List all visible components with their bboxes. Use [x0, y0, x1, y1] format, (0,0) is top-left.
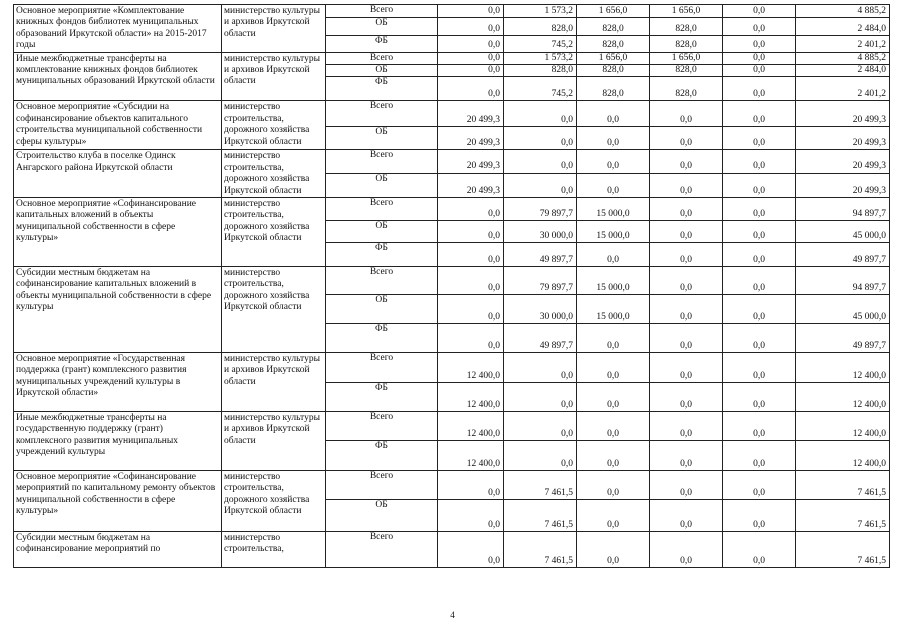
amount-cell: 49 897,7 [796, 242, 890, 266]
amount-cell: 0,0 [723, 499, 796, 531]
amount-cell: 1 573,2 [504, 5, 577, 18]
amount-cell: 15 000,0 [577, 220, 650, 242]
amount-cell: 828,0 [650, 18, 723, 36]
amount-cell: 0,0 [577, 440, 650, 470]
amount-cell: 12 400,0 [438, 411, 504, 440]
amount-cell: 7 461,5 [504, 470, 577, 499]
amount-cell: 0,0 [723, 470, 796, 499]
amount-cell: 12 400,0 [796, 411, 890, 440]
amount-cell: 0,0 [504, 173, 577, 197]
amount-cell: 45 000,0 [796, 220, 890, 242]
amount-cell: 828,0 [650, 36, 723, 53]
amount-cell: 0,0 [723, 127, 796, 150]
amount-cell: 0,0 [577, 323, 650, 352]
amount-cell: 0,0 [650, 266, 723, 294]
amount-cell: 0,0 [438, 470, 504, 499]
amount-cell: 94 897,7 [796, 266, 890, 294]
amount-cell: 7 461,5 [796, 499, 890, 531]
amount-cell: 20 499,3 [796, 127, 890, 150]
measure-name-cell: Основное мероприятие «Софинансирование капитальных вложений в объекты муниципальной собственности в сфере культуры» [14, 197, 222, 266]
budget-table [13, 4, 890, 568]
amount-cell: 0,0 [723, 531, 796, 567]
amount-cell: 0,0 [577, 382, 650, 411]
table-row [14, 197, 890, 220]
amount-cell: 0,0 [577, 531, 650, 567]
amount-cell: 0,0 [504, 101, 577, 127]
measure-name-cell: Строительство клуба в поселке Одинск Ангарского района Иркутской области [14, 150, 222, 198]
amount-cell: 0,0 [650, 220, 723, 242]
amount-cell: 1 656,0 [577, 52, 650, 64]
measure-name-cell: Основное мероприятие «Комплектование книжных фондов библиотек муниципальных образований Иркутской области» на 2015-2017 годы [14, 5, 222, 53]
funding-source-cell: ФБ [326, 242, 438, 266]
amount-cell: 12 400,0 [796, 440, 890, 470]
amount-cell: 0,0 [438, 64, 504, 76]
amount-cell: 0,0 [650, 382, 723, 411]
amount-cell: 0,0 [438, 77, 504, 101]
amount-cell: 0,0 [723, 242, 796, 266]
table-row [14, 266, 890, 294]
amount-cell: 1 656,0 [650, 5, 723, 18]
amount-cell: 4 885,2 [796, 52, 890, 64]
funding-source-cell: Всего [326, 352, 438, 382]
amount-cell: 0,0 [577, 127, 650, 150]
funding-source-cell: Всего [326, 5, 438, 18]
amount-cell: 0,0 [438, 220, 504, 242]
executor-cell: министерство строительства, дорожного хозяйства Иркутской области [222, 150, 326, 198]
amount-cell: 0,0 [723, 173, 796, 197]
amount-cell: 0,0 [438, 36, 504, 53]
amount-cell: 20 499,3 [796, 150, 890, 173]
funding-source-cell: ОБ [326, 499, 438, 531]
funding-source-cell: ОБ [326, 127, 438, 150]
table-row [14, 470, 890, 499]
funding-source-cell: Всего [326, 266, 438, 294]
table-row [14, 411, 890, 440]
amount-cell: 4 885,2 [796, 5, 890, 18]
amount-cell: 0,0 [504, 382, 577, 411]
executor-cell: министерство строительства, [222, 531, 326, 567]
amount-cell: 0,0 [577, 242, 650, 266]
amount-cell: 0,0 [577, 150, 650, 173]
amount-cell: 0,0 [504, 352, 577, 382]
executor-cell: министерство строительства, дорожного хозяйства Иркутской области [222, 197, 326, 266]
amount-cell: 12 400,0 [438, 352, 504, 382]
measure-name-cell: Иные межбюджетные трансферты на комплектование книжных фондов библиотек муниципальных образований Иркутской области [14, 52, 222, 101]
amount-cell: 0,0 [438, 242, 504, 266]
amount-cell: 0,0 [650, 127, 723, 150]
amount-cell: 0,0 [577, 411, 650, 440]
funding-source-cell: ОБ [326, 294, 438, 323]
amount-cell: 49 897,7 [504, 323, 577, 352]
amount-cell: 1 656,0 [650, 52, 723, 64]
amount-cell: 79 897,7 [504, 266, 577, 294]
funding-source-cell: Всего [326, 150, 438, 173]
funding-source-cell: ОБ [326, 220, 438, 242]
executor-cell: министерство строительства, дорожного хозяйства Иркутской области [222, 470, 326, 531]
amount-cell: 0,0 [438, 5, 504, 18]
amount-cell: 79 897,7 [504, 197, 577, 220]
funding-source-cell: ФБ [326, 36, 438, 53]
amount-cell: 0,0 [438, 499, 504, 531]
funding-source-cell: ФБ [326, 382, 438, 411]
funding-source-cell: Всего [326, 470, 438, 499]
amount-cell: 2 484,0 [796, 18, 890, 36]
funding-source-cell: ОБ [326, 64, 438, 76]
amount-cell: 2 484,0 [796, 64, 890, 76]
amount-cell: 0,0 [504, 440, 577, 470]
amount-cell: 0,0 [438, 323, 504, 352]
funding-source-cell: ФБ [326, 77, 438, 101]
amount-cell: 828,0 [577, 18, 650, 36]
amount-cell: 0,0 [650, 440, 723, 470]
amount-cell: 828,0 [577, 36, 650, 53]
amount-cell: 0,0 [504, 127, 577, 150]
amount-cell: 12 400,0 [796, 352, 890, 382]
amount-cell: 828,0 [650, 77, 723, 101]
funding-source-cell: ФБ [326, 440, 438, 470]
amount-cell: 0,0 [723, 52, 796, 64]
funding-source-cell: Всего [326, 101, 438, 127]
amount-cell: 30 000,0 [504, 294, 577, 323]
amount-cell: 0,0 [577, 101, 650, 127]
amount-cell: 30 000,0 [504, 220, 577, 242]
table-row [14, 531, 890, 567]
measure-name-cell: Основное мероприятие «Субсидии на софинансирование объектов капитального строительства муниципальной собственности сферы культуры» [14, 101, 222, 150]
amount-cell: 828,0 [650, 64, 723, 76]
funding-source-cell: Всего [326, 531, 438, 567]
amount-cell: 0,0 [723, 150, 796, 173]
amount-cell: 0,0 [438, 531, 504, 567]
amount-cell: 7 461,5 [504, 499, 577, 531]
funding-source-cell: Всего [326, 52, 438, 64]
amount-cell: 45 000,0 [796, 294, 890, 323]
amount-cell: 0,0 [723, 352, 796, 382]
executor-cell: министерство культуры и архивов Иркутской области [222, 411, 326, 470]
amount-cell: 828,0 [577, 64, 650, 76]
executor-cell: министерство культуры и архивов Иркутской области [222, 352, 326, 411]
funding-source-cell: Всего [326, 197, 438, 220]
table-row [14, 352, 890, 382]
measure-name-cell: Иные межбюджетные трансферты на государственную поддержку (грант) комплексного развития муниципальных учреждений культуры [14, 411, 222, 470]
executor-cell: министерство строительства, дорожного хозяйства Иркутской области [222, 101, 326, 150]
funding-source-cell: ОБ [326, 173, 438, 197]
amount-cell: 0,0 [577, 470, 650, 499]
amount-cell: 94 897,7 [796, 197, 890, 220]
amount-cell: 0,0 [723, 266, 796, 294]
measure-name-cell: Основное мероприятие «Софинансирование мероприятий по капитальному ремонту объектов муниципальной собственности в сфере культуры» [14, 470, 222, 531]
amount-cell: 0,0 [650, 499, 723, 531]
amount-cell: 1 656,0 [577, 5, 650, 18]
amount-cell: 0,0 [650, 242, 723, 266]
amount-cell: 0,0 [723, 77, 796, 101]
amount-cell: 0,0 [723, 440, 796, 470]
amount-cell: 0,0 [723, 5, 796, 18]
amount-cell: 828,0 [504, 18, 577, 36]
amount-cell: 0,0 [577, 499, 650, 531]
executor-cell: министерство культуры и архивов Иркутской области [222, 5, 326, 53]
amount-cell: 0,0 [650, 352, 723, 382]
table-row [14, 101, 890, 127]
measure-name-cell: Субсидии местным бюджетам на софинансирование мероприятий по [14, 531, 222, 567]
amount-cell: 0,0 [650, 470, 723, 499]
amount-cell: 0,0 [504, 411, 577, 440]
amount-cell: 20 499,3 [438, 173, 504, 197]
amount-cell: 828,0 [577, 77, 650, 101]
amount-cell: 0,0 [723, 220, 796, 242]
measure-name-cell: Основное мероприятие «Государственная поддержка (грант) комплексного развития муниципальных учреждений культуры в Иркутской области» [14, 352, 222, 411]
amount-cell: 20 499,3 [796, 101, 890, 127]
amount-cell: 12 400,0 [438, 382, 504, 411]
amount-cell: 0,0 [577, 173, 650, 197]
amount-cell: 12 400,0 [796, 382, 890, 411]
amount-cell: 0,0 [438, 52, 504, 64]
amount-cell: 7 461,5 [796, 531, 890, 567]
amount-cell: 0,0 [723, 18, 796, 36]
amount-cell: 7 461,5 [504, 531, 577, 567]
table-row [14, 150, 890, 173]
amount-cell: 15 000,0 [577, 266, 650, 294]
amount-cell: 0,0 [504, 150, 577, 173]
amount-cell: 0,0 [723, 382, 796, 411]
amount-cell: 7 461,5 [796, 470, 890, 499]
amount-cell: 0,0 [577, 352, 650, 382]
amount-cell: 0,0 [723, 64, 796, 76]
measure-name-cell: Субсидии местным бюджетам на софинансирование капитальных вложений в объекты муниципальной собственности в сфере культуры [14, 266, 222, 352]
amount-cell: 49 897,7 [504, 242, 577, 266]
amount-cell: 20 499,3 [438, 150, 504, 173]
amount-cell: 0,0 [438, 18, 504, 36]
executor-cell: министерство культуры и архивов Иркутской области [222, 52, 326, 101]
amount-cell: 15 000,0 [577, 294, 650, 323]
amount-cell: 1 573,2 [504, 52, 577, 64]
amount-cell: 0,0 [723, 411, 796, 440]
page-number: 4 [450, 610, 455, 620]
amount-cell: 0,0 [723, 101, 796, 127]
table-row [14, 52, 890, 64]
amount-cell: 0,0 [438, 266, 504, 294]
amount-cell: 20 499,3 [796, 173, 890, 197]
amount-cell: 0,0 [650, 150, 723, 173]
budget-table-body [14, 5, 890, 568]
amount-cell: 20 499,3 [438, 127, 504, 150]
amount-cell: 745,2 [504, 77, 577, 101]
amount-cell: 745,2 [504, 36, 577, 53]
amount-cell: 49 897,7 [796, 323, 890, 352]
amount-cell: 20 499,3 [438, 101, 504, 127]
amount-cell: 0,0 [650, 101, 723, 127]
funding-source-cell: ФБ [326, 323, 438, 352]
amount-cell: 12 400,0 [438, 440, 504, 470]
funding-source-cell: ОБ [326, 18, 438, 36]
amount-cell: 2 401,2 [796, 36, 890, 53]
amount-cell: 0,0 [650, 411, 723, 440]
amount-cell: 2 401,2 [796, 77, 890, 101]
amount-cell: 0,0 [723, 294, 796, 323]
amount-cell: 0,0 [650, 197, 723, 220]
amount-cell: 0,0 [650, 294, 723, 323]
amount-cell: 0,0 [723, 36, 796, 53]
amount-cell: 0,0 [650, 173, 723, 197]
amount-cell: 0,0 [650, 323, 723, 352]
table-row [14, 5, 890, 18]
amount-cell: 0,0 [723, 323, 796, 352]
amount-cell: 828,0 [504, 64, 577, 76]
amount-cell: 0,0 [650, 531, 723, 567]
amount-cell: 0,0 [723, 197, 796, 220]
amount-cell: 0,0 [438, 294, 504, 323]
executor-cell: министерство строительства, дорожного хозяйства Иркутской области [222, 266, 326, 352]
amount-cell: 15 000,0 [577, 197, 650, 220]
funding-source-cell: Всего [326, 411, 438, 440]
amount-cell: 0,0 [438, 197, 504, 220]
